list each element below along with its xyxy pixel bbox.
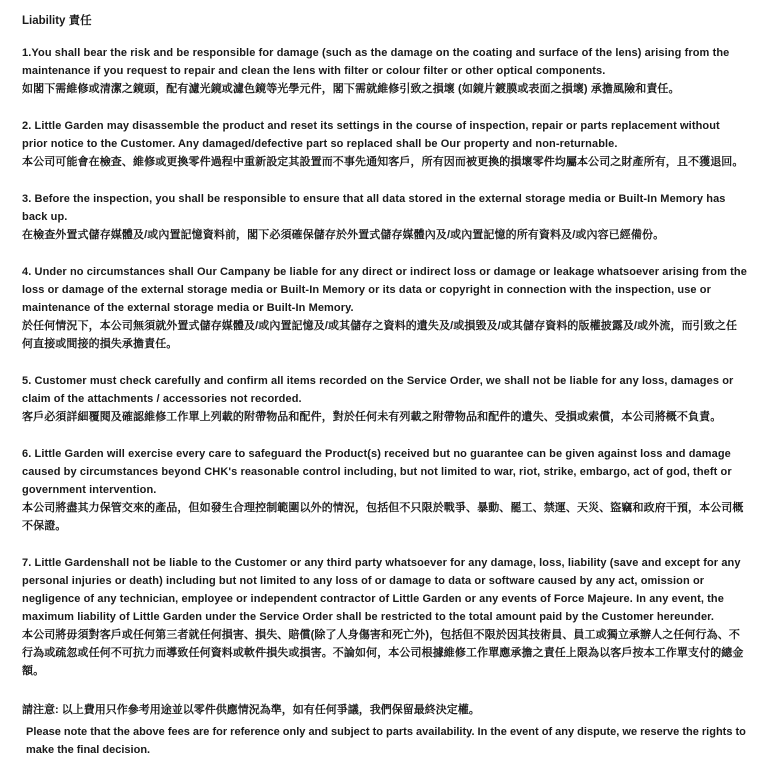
section-5-chinese-text: 客戶必須詳細覆閱及確認維修工作單上列載的附帶物品和配件，對於任何未有列載之附帶物品和配件的遺失、受損或索償，本公司將概不負責。	[22, 411, 722, 423]
section-2-english-text: 2. Little Garden may disassemble the product and reset its settings in the course of inspection, repair or parts replacement without prior notice to the Customer. Any damaged/defective part so replaced shall be Our property and non-returnable.	[22, 120, 720, 150]
section-6-english-text: 6. Little Garden will exercise every care to safeguard the Product(s) received but no guarantee can be given against loss and damage caused by circumstances beyond CHK's reasonable control including, but not limited to war, riot, strike, embargo, act of god, theft or government intervention.	[22, 448, 732, 496]
liability-section-3	[22, 190, 748, 244]
liability-section-6	[22, 445, 748, 535]
section-3-chinese-text: 在檢查外置式儲存媒體及/或內置記憶資料前，閣下必須確保儲存於外置式儲存媒體內及/或內置記憶的所有資料及/或內容已經備份。	[22, 229, 665, 241]
liability-section-4	[22, 263, 748, 353]
section-3-english-text: 3. Before the inspection, you shall be responsible to ensure that all data stored in the external storage media or Built-In Memory has back up.	[22, 193, 726, 223]
footer-notes	[22, 701, 748, 759]
liability-section-1	[22, 44, 748, 98]
section-5-english-text: 5. Customer must check carefully and confirm all items recorded on the Service Order, we shall not be liable for any loss, damages or claim of the attachments / accessories not recorded.	[22, 375, 734, 405]
section-4-english-text: 4. Under no circumstances shall Our Campany be liable for any direct or indirect loss or damage or leakage whatsoever arising from the loss or damage of the external storage media or Built-In Memory or its data or copyright in connection with the inspection, use or maintenance of the external storage media or Built-In Memory.	[22, 266, 747, 314]
footer-note-chinese: 請注意: 以上費用只作參考用途並以零件供應情況為準，如有任何爭議，我們保留最終決定權。	[22, 704, 480, 716]
section-1-chinese-text: 如閣下需維修或清潔之鏡頭，配有濾光鏡或濾色鏡等光學元件，閣下需就維修引致之損壞 (如鏡片鍍膜或表面之損壞) 承擔風險和責任。	[22, 83, 680, 95]
liability-section-5	[22, 372, 748, 426]
section-1-english-text: 1.You shall bear the risk and be responsible for damage (such as the damage on the coating and surface of the lens) arising from the maintenance if you request to repair and clean the lens with filter or colour filter or other optical components.	[22, 47, 730, 77]
page-title: Liability 責任	[22, 15, 92, 27]
section-7-english-text: 7. Little Gardenshall not be liable to the Customer or any third party whatsoever for any damage, loss, liability (save and except for any personal injuries or death) including but not limited to any loss of or damage to data or software caused by any act, omission or negligence of any technician, employee or independent contractor of Little Garden or any events of Force Majeure. In any event, the maximum liability of Little Garden under the Service Order shall be restricted to the total amount paid by the Customer hereunder.	[22, 557, 741, 623]
section-7-chinese-text: 本公司將毋須對客戶或任何第三者就任何損害、損失、賠償(除了人身傷害和死亡外)，包括但不限於因其技術員、員工或獨立承辦人之任何行為、不行為或疏忽或任何不可抗力而導致任何資料或軟件損失或損害。不論如何，本公司根據維修工作單應承擔之責任上限為以客戶按本工作單支付的總金額。	[22, 629, 744, 677]
liability-section-7	[22, 554, 748, 680]
footer-note-english: Please note that the above fees are for reference only and subject to parts availability. In the event of any dispute, we reserve the rights to make the final decision.	[26, 726, 746, 756]
liability-section-2	[22, 117, 748, 171]
section-4-chinese-text: 於任何情況下，本公司無須就外置式儲存媒體及/或內置記憶及/或其儲存之資料的遺失及/或損毀及/或其儲存資料的版權披露及/或外流，而引致之任何直接或間接的損失承擔責任。	[22, 320, 738, 350]
section-6-chinese-text: 本公司將盡其力保管交來的產品，但如發生合理控制範圍以外的情況，包括但不只限於戰爭、暴動、罷工、禁運、天災、盜竊和政府干預，本公司概不保證。	[22, 502, 744, 532]
section-2-chinese-text: 本公司可能會在檢查、維修或更換零件過程中重新設定其設置而不事先通知客戶，所有因而被更換的損壞零件均屬本公司之財產所有，且不獲退回。	[22, 156, 744, 168]
